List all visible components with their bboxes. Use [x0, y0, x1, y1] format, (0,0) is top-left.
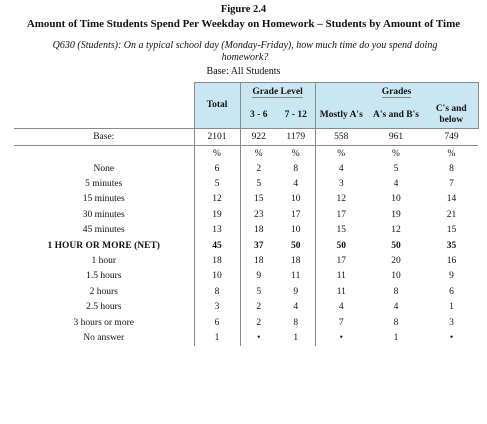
col-mostly-as-header: Mostly A's: [315, 102, 367, 129]
cell-as-bs: 8: [393, 286, 399, 297]
cell-total: 6: [194, 315, 240, 330]
cell-grade-7-12: 1: [293, 332, 299, 343]
data-rows: [14, 161, 478, 346]
cell-as-bs: 1: [393, 332, 399, 343]
pct-mostly-as: %: [315, 146, 367, 162]
row-label: 1.5 hours: [86, 271, 122, 282]
figure-title: Amount of Time Students Spend Per Weekday on Homework – Students by Amount of Time: [26, 18, 461, 30]
row-label: 5 minutes: [85, 179, 123, 190]
cell-mostly-as: 17: [315, 207, 367, 222]
row-label: 2.5 hours: [86, 302, 122, 313]
cell-grade-7-12: 11: [291, 271, 301, 282]
cell-as-bs: 19: [391, 209, 401, 220]
row-label: 3 hours or more: [73, 317, 134, 328]
cell-mostly-as: 3: [315, 176, 367, 191]
cell-cs-below: 9: [449, 271, 454, 282]
cell-grade-7-12: 17: [291, 209, 301, 220]
cell-grade-3-6: 18: [240, 223, 277, 238]
row-label: 45 minutes: [82, 225, 125, 236]
base-note: Base: All Students: [206, 66, 281, 77]
header-blank: [14, 83, 194, 103]
table-row: [14, 284, 478, 299]
cell-cs-below: 7: [449, 179, 454, 190]
cell-mostly-as: 4: [315, 161, 367, 176]
cell-grade-3-6: 5: [240, 176, 277, 191]
cell-grade-7-12: 4: [293, 179, 299, 190]
cell-total: 19: [194, 207, 240, 222]
cell-mostly-as: 7: [315, 315, 367, 330]
table-row: [14, 223, 478, 238]
cell-grade-7-12: 10: [291, 225, 301, 236]
cell-total: 8: [194, 284, 240, 299]
cell-grade-7-12: 18: [291, 256, 301, 267]
cell-grade-3-6: 15: [240, 192, 277, 207]
cell-as-bs: 50: [391, 240, 401, 251]
cell-total: 1: [194, 330, 240, 345]
cell-cs-below: 16: [446, 256, 457, 267]
table-row: [14, 176, 478, 191]
pct-total: %: [194, 146, 240, 162]
base-mostly-as: 558: [315, 129, 367, 146]
cell-mostly-as: 50: [315, 238, 367, 253]
survey-question: Q630 (Students): On a typical school day (Monday-Friday), how much time do you spend doing homework?: [52, 40, 438, 63]
table-row: [14, 330, 478, 345]
cell-grade-3-6: 23: [240, 207, 277, 222]
table-row: [14, 300, 478, 315]
cell-as-bs: 10: [391, 271, 401, 282]
cell-mostly-as: 11: [315, 269, 367, 284]
percent-row: [14, 146, 478, 162]
header-row-top: [14, 83, 478, 103]
cell-grade-3-6: 9: [240, 269, 277, 284]
row-label: 1 HOUR OR MORE (NET): [47, 240, 160, 251]
cell-as-bs: 20: [391, 256, 401, 267]
pct-grade-7-12: %: [291, 148, 300, 159]
cell-as-bs: 12: [391, 225, 401, 236]
pct-cs-below: %: [447, 148, 456, 159]
cell-cs-below: 21: [446, 209, 457, 220]
cell-cs-below: 15: [446, 225, 457, 236]
cell-cs-below: 6: [449, 286, 454, 297]
base-grade-3-6: 922: [240, 129, 277, 146]
cell-mostly-as: 4: [315, 300, 367, 315]
cell-total: 3: [194, 300, 240, 315]
table-row: [14, 238, 478, 253]
col-total-header: Total: [194, 83, 240, 129]
cell-mostly-as: 17: [315, 253, 367, 268]
table-row: [14, 192, 478, 207]
col-grades-header: [315, 83, 478, 103]
header-row-bottom: [14, 102, 478, 129]
row-label: 1 hour: [91, 256, 117, 267]
cell-grade-3-6: 2: [240, 315, 277, 330]
cell-grade-7-12: 8: [293, 317, 299, 328]
cell-cs-below: 8: [449, 163, 454, 174]
base-grade-7-12: 1179: [277, 129, 315, 146]
row-label: None: [93, 163, 115, 174]
cell-grade-7-12: 4: [293, 302, 299, 313]
cell-cs-below: 1: [449, 302, 454, 313]
cell-grade-7-12: 10: [291, 194, 301, 205]
cell-mostly-as: 11: [315, 284, 367, 299]
cell-as-bs: 4: [393, 179, 399, 190]
col-grade-7-12-header: 7 - 12: [277, 102, 315, 129]
base-row-label: Base:: [14, 129, 194, 146]
cell-cs-below: 35: [446, 240, 457, 251]
row-label: 15 minutes: [82, 194, 125, 205]
cell-grade-3-6: 18: [240, 253, 277, 268]
cell-total: 13: [194, 223, 240, 238]
grades-label: Grades: [381, 87, 412, 97]
col-cs-below-header: C's and below: [425, 102, 478, 129]
table-row: [14, 315, 478, 330]
cell-cs-below: 14: [446, 194, 457, 205]
row-label: No answer: [83, 332, 125, 343]
col-grade-level-header: [240, 83, 315, 103]
cell-as-bs: 5: [393, 163, 399, 174]
cell-total: 5: [194, 176, 240, 191]
cell-grade-3-6: •: [240, 330, 277, 345]
base-as-bs: 961: [367, 129, 425, 146]
table-row: [14, 253, 478, 268]
cell-grade-7-12: 9: [293, 286, 299, 297]
cell-cs-below: 3: [449, 317, 454, 328]
col-grade-3-6-header: 3 - 6: [240, 102, 277, 129]
header-blank-2: [14, 102, 194, 129]
cell-mostly-as: 12: [315, 192, 367, 207]
cell-cs-below: •: [449, 332, 454, 343]
cell-as-bs: 8: [393, 317, 399, 328]
cell-grade-7-12: 50: [291, 240, 301, 251]
cell-total: 45: [194, 238, 240, 253]
cell-grade-7-12: 8: [293, 163, 299, 174]
table-row: [14, 269, 478, 284]
pct-as-bs: %: [392, 148, 400, 159]
cell-as-bs: 10: [391, 194, 401, 205]
col-as-bs-header: A's and B's: [367, 102, 425, 129]
row-label: 30 minutes: [82, 209, 125, 220]
table-row: [14, 161, 478, 176]
base-row: [14, 129, 478, 146]
row-label: 2 hours: [89, 286, 118, 297]
percent-row-label: [14, 146, 194, 162]
cell-mostly-as: 15: [315, 223, 367, 238]
figure-label: Figure 2.4: [220, 4, 267, 15]
cell-total: 12: [194, 192, 240, 207]
cell-grade-3-6: 37: [240, 238, 277, 253]
cell-grade-3-6: 2: [240, 300, 277, 315]
cell-total: 10: [194, 269, 240, 284]
base-cs-below: 749: [425, 129, 478, 146]
cell-as-bs: 4: [393, 302, 399, 313]
homework-time-table: [14, 82, 479, 346]
cell-mostly-as: •: [315, 330, 367, 345]
cell-grade-3-6: 2: [240, 161, 277, 176]
grade-level-label: Grade Level: [252, 87, 303, 97]
cell-grade-3-6: 5: [240, 284, 277, 299]
pct-grade-3-6: %: [240, 146, 277, 162]
base-total: 2101: [194, 129, 240, 146]
cell-total: 18: [194, 253, 240, 268]
table-row: [14, 207, 478, 222]
cell-total: 6: [194, 161, 240, 176]
